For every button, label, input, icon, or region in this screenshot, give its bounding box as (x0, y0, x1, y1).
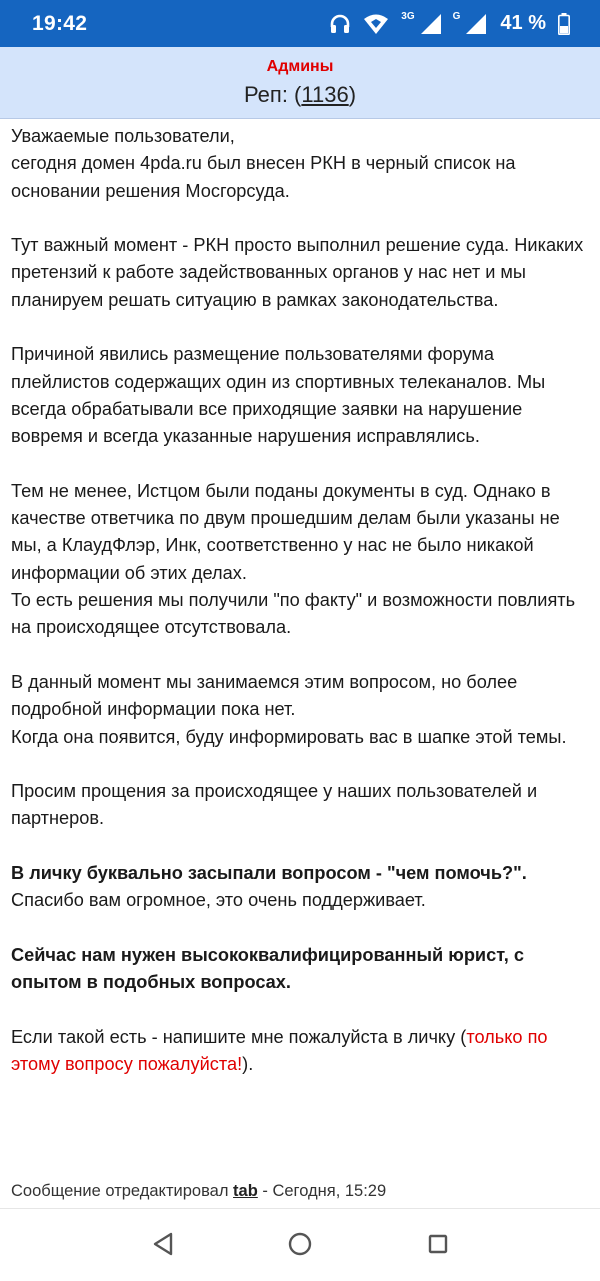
p4-line-2: То есть решения мы получили "по факту" и возможности повлиять на происходящее отсутствовала. (11, 590, 576, 638)
battery-percent: 41 % (500, 12, 546, 34)
network-label: 3G (401, 11, 415, 22)
battery-icon (558, 13, 570, 35)
recents-icon (427, 1233, 449, 1260)
p9-end: ). (242, 1054, 254, 1075)
edit-note (11, 1180, 386, 1202)
paragraph-3: Причиной явились размещение пользователями форума плейлистов содержащих один из спортивных телеканалов. Мы всегда обрабатывали все приходящие заявки на нарушение вовремя и всегда указанные нарушения исправлялись. (11, 344, 546, 447)
status-icons (329, 12, 570, 35)
paragraph-5 (11, 669, 591, 751)
home-button[interactable] (285, 1231, 315, 1261)
reputation (0, 82, 600, 108)
status-bar (0, 0, 600, 47)
paragraph-2: Тут важный момент - РКН просто выполнил решение суда. Никаких претензий к работе задействованных органов у нас нет и мы планируем решать ситуацию в рамках законодательства. (11, 235, 584, 310)
p1-line-1: Уважаемые пользователи, (11, 126, 235, 146)
rep-suffix: ) (348, 82, 357, 107)
status-time: 19:42 (32, 11, 88, 35)
p9-red-text: только по этому вопросу пожалуйста! (11, 1026, 548, 1075)
edit-suffix: - Сегодня, 15:29 (257, 1182, 387, 1200)
p7-text: Спасибо вам огромное, это очень поддерживает. (11, 890, 426, 911)
recents-button[interactable] (423, 1231, 453, 1261)
post-body (11, 123, 591, 1078)
editor-link[interactable]: tab (233, 1182, 258, 1200)
signal-icon (421, 14, 441, 34)
wifi-icon (363, 13, 389, 35)
back-icon (152, 1232, 174, 1261)
paragraph-9 (11, 1024, 591, 1079)
paragraph-8: Сейчас нам нужен высококвалифицированный юрист, с опытом в подобных вопросах. (11, 944, 524, 993)
p1-line-2: сегодня домен 4pda.ru был внесен РКН в черный список на основании решения Мосгорсуда. (11, 153, 516, 201)
edit-prefix: Сообщение отредактировал (11, 1182, 234, 1200)
p7-bold: В личку буквально засыпали вопросом - "чем помочь?". (11, 863, 527, 884)
p4-line-1: Тем не менее, Истцом были поданы документы в суд. Однако в качестве ответчика по двум прошедшим делам были указаны не мы, а КлаудФлэр, Инк, соответственно у нас не было никакой информации об этих делах. (11, 480, 560, 583)
author-header (0, 47, 600, 119)
p9-text: Если такой есть - напишите мне пожалуйста в личку ( (11, 1026, 467, 1047)
p5-line-1: В данный момент мы занимаемся этим вопросом, но более подробной информации пока нет. (11, 671, 518, 720)
paragraph-6: Просим прощения за происходящее у наших пользователей и партнеров. (11, 781, 538, 829)
navigation-bar (0, 1208, 600, 1281)
signal-icon-2 (466, 14, 486, 34)
headphones-icon (329, 13, 351, 35)
rep-value-link[interactable]: 1136 (301, 82, 349, 107)
paragraph-7 (11, 860, 591, 915)
paragraph-1 (11, 123, 591, 205)
home-icon (287, 1231, 313, 1262)
back-button[interactable] (148, 1231, 178, 1261)
rep-prefix: Реп: ( (243, 82, 302, 107)
p5-line-2: Когда она появится, буду информировать вас в шапке этой темы. (11, 726, 567, 747)
network-label-2: G (452, 11, 461, 22)
paragraph-4 (11, 478, 591, 642)
user-group: Админы (266, 58, 334, 75)
